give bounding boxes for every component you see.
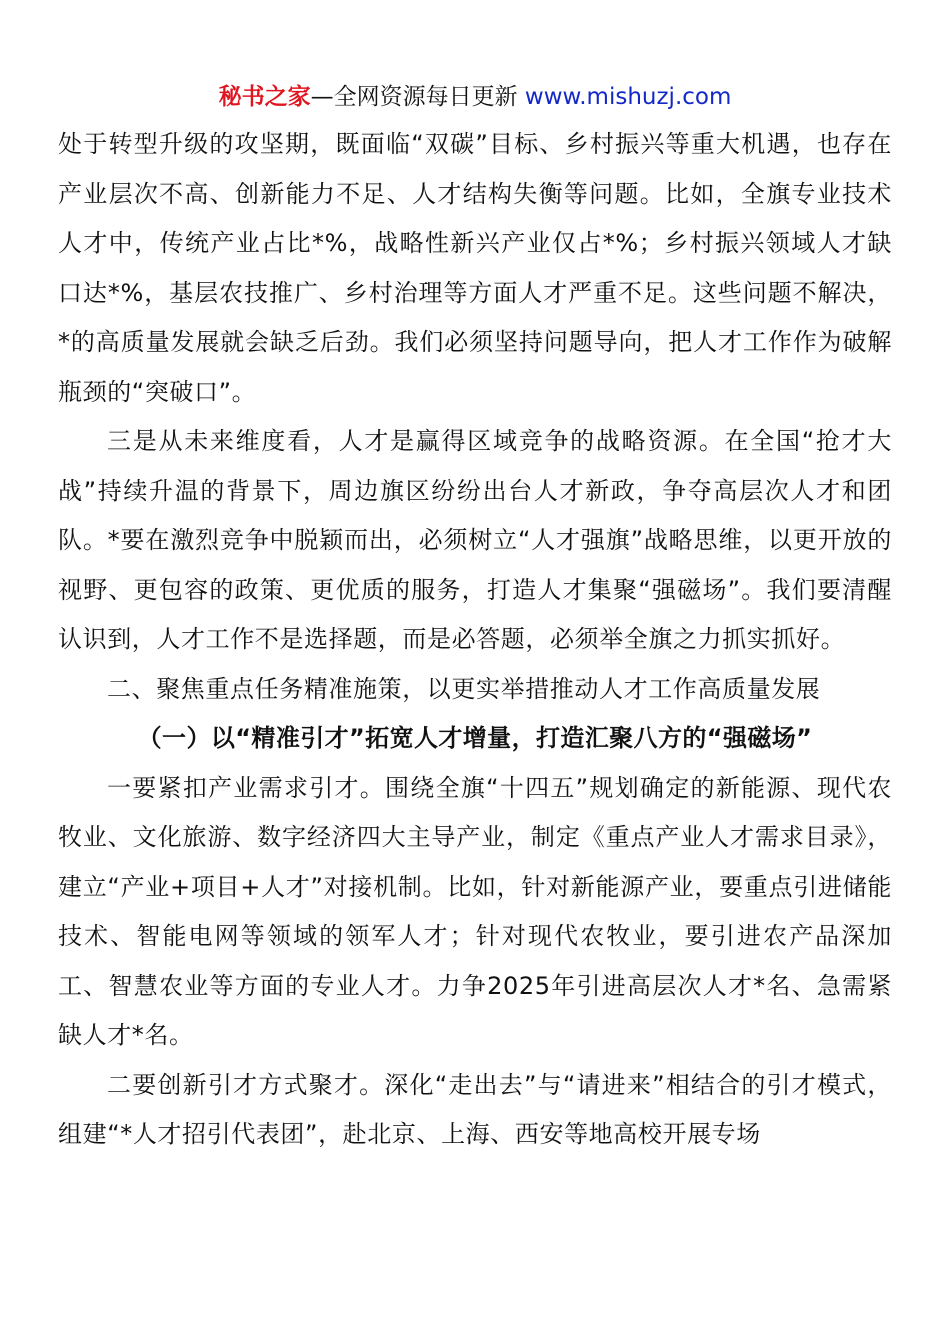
brand-name: 秘书之家 xyxy=(218,84,311,110)
body-paragraph: 一要紧扣产业需求引才。围绕全旗“十四五”规划确定的新能源、现代农牧业、文化旅游、数字经济四大主导产业，制定《重点产业人才需求目录》，建立“产业+项目+人才”对接机制。比如，针对新能源产业，要重点引进储能技术、智能电网等领域的领军人才；针对现代农牧业，要引进农产品深加工、智慧农业等方面的专业人才。力争2025年引进高层次人才*名、急需紧缺人才*名。 xyxy=(58,773,892,1049)
site-header xyxy=(0,80,950,114)
body-paragraph: 三是从未来维度看，人才是赢得区域竞争的战略资源。在全国“抢才大战”持续升温的背景下，周边旗区纷纷出台人才新政，争夺高层次人才和团队。*要在激烈竞争中脱颖而出，必须树立“人才强旗”战略思维，以更开放的视野、更包容的政策、更优质的服务，打造人才集聚“强磁场”。我们要清醒认识到，人才工作不是选择题，而是必答题，必须举全旗之力抓实抓好。 xyxy=(58,427,892,653)
site-url-link[interactable]: www.mishuzj.com xyxy=(524,84,732,110)
subsection-heading: （一）以“精准引才”拓宽人才增量，打造汇聚八方的“强磁场” xyxy=(137,724,813,752)
body-paragraph: 处于转型升级的攻坚期，既面临“双碳”目标、乡村振兴等重大机遇，也存在产业层次不高、创新能力不足、人才结构失衡等问题。比如，全旗专业技术人才中，传统产业占比*%，战略性新兴产业仅占*%；乡村振兴领域人才缺口达*%，基层农技推广、乡村治理等方面人才严重不足。这些问题不解决，*的高质量发展就会缺乏后劲。我们必须坚持问题导向，把人才工作作为破解瓶颈的“突破口”。 xyxy=(58,130,892,406)
header-tagline: —全网资源每日更新 xyxy=(310,84,525,110)
section-heading: 二、聚焦重点任务精准施策，以更实举措推动人才工作高质量发展 xyxy=(107,674,821,703)
body-paragraph: 二要创新引才方式聚才。深化“走出去”与“请进来”相结合的引才模式，组建“*人才招引代表团”，赴北京、上海、西安等地高校开展专场 xyxy=(58,1070,892,1148)
document-body xyxy=(58,120,892,1160)
